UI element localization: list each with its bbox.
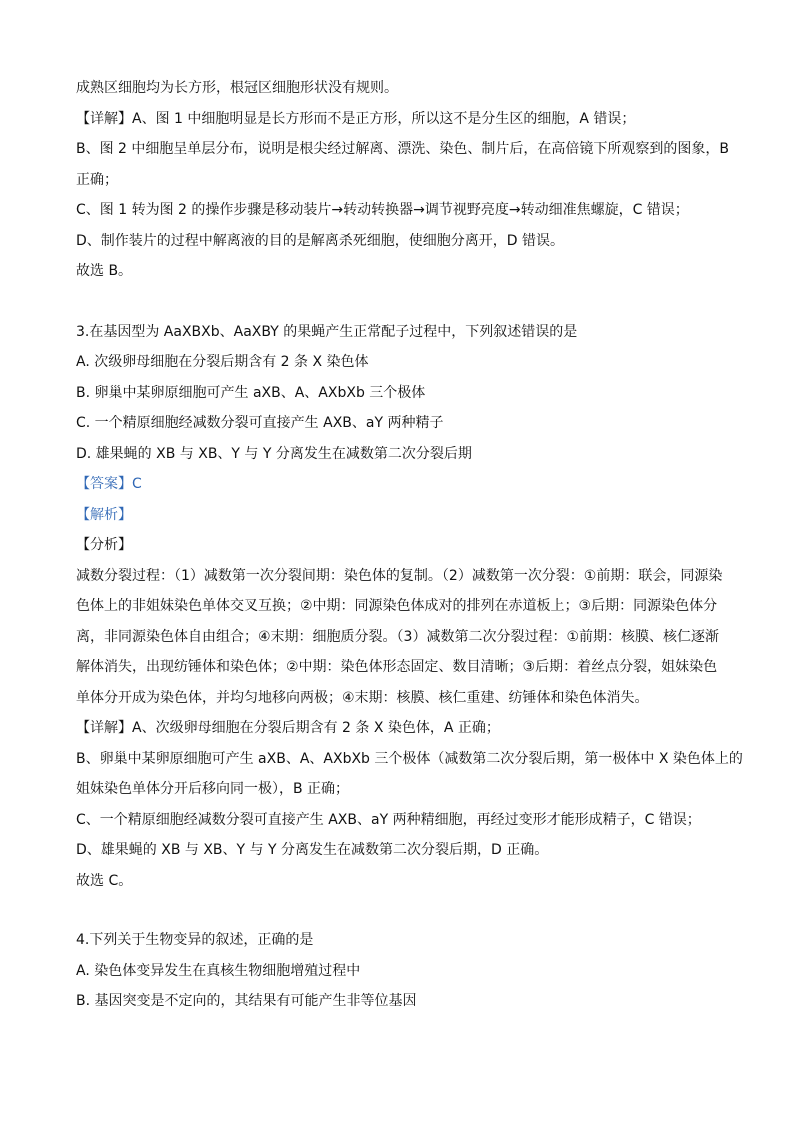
option-a: A. 次级卵母细胞在分裂后期含有 2 条 X 染色体	[76, 354, 369, 370]
analysis-heading: 【解析】	[76, 506, 132, 523]
previous-question-explanation	[76, 78, 736, 281]
option-d: D. 雄果蝇的 XB 与 XB、Y 与 Y 分离发生在减数第二次分裂后期	[76, 445, 472, 462]
text-line: D、制作装片的过程中解离液的目的是解离杀死细胞，使细胞分离开，D 错误。	[76, 232, 565, 249]
conclusion-line: 故选 C。	[76, 872, 133, 889]
analysis-line: 减数分裂过程：（1）减数第一次分裂间期：染色体的复制。（2）减数第一次分裂：①前期：联会，同源染	[76, 567, 723, 584]
section-gap	[76, 901, 736, 930]
text-line: B、图 2 中细胞呈单层分布，说明是根尖经过解离、漂洗、染色、制片后，在高倍镜下所观察到的图象，B	[76, 141, 730, 157]
detail-line: 姐妹染色单体分开后移向同一极），B 正确；	[76, 781, 350, 797]
question-4	[76, 930, 736, 1011]
detail-line: 【详解】A、次级卵母细胞在分裂后期含有 2 条 X 染色体，A 正确；	[76, 720, 500, 736]
question-3	[76, 322, 743, 891]
document-page	[76, 78, 743, 1022]
option-a: A. 染色体变异发生在真核生物细胞增殖过程中	[76, 962, 361, 979]
analysis-line: 解体消失，出现纺锤体和染色体；②中期：染色体形态固定、数目清晰；③后期：着丝点分裂，姐妹染色	[76, 659, 718, 675]
text-line: 成熟区细胞均为长方形，根冠区细胞形状没有规则。	[76, 80, 398, 96]
detail-line: C、一个精原细胞经减数分裂可直接产生 AXB、aY 两种精细胞，再经过变形才能形成精子，C 错误；	[76, 811, 701, 828]
question-stem: 4.下列关于生物变异的叙述，正确的是	[76, 932, 314, 948]
text-line: C、图 1 转为图 2 的操作步骤是移动装片→转动转换器→调节视野亮度→转动细准焦螺旋，C 错误；	[76, 202, 689, 218]
conclusion-line: 故选 B。	[76, 263, 133, 279]
option-b: B. 基因突变是不定向的，其结果有可能产生非等位基因	[76, 993, 417, 1009]
section-gap	[76, 292, 736, 322]
analysis-line: 单体分开成为染色体，并均匀地移向两极；④末期：核膜、核仁重建、纺锤体和染色体消失。	[76, 689, 649, 706]
question-stem: 3.在基因型为 AaXBXb、AaXBY 的果蝇产生正常配子过程中，下列叙述错误的是	[76, 323, 578, 340]
detail-line: B、卵巢中某卵原细胞可产生 aXB、A、AXbXb 三个极体（减数第二次分裂后期，第一极体中 X 染色体上的	[76, 750, 743, 767]
text-line: 正确；	[76, 171, 118, 188]
analysis-line: 色体上的非姐妹染色单体交叉互换；②中期：同源染色体成对的排列在赤道板上；③后期：同源染色体分	[76, 598, 718, 614]
fenxi-heading: 【分析】	[76, 537, 132, 553]
analysis-line: 离，非同源染色体自由组合；④末期：细胞质分裂。（3）减数第二次分裂过程：①前期：核膜、核仁逐渐	[76, 628, 720, 645]
option-c: C. 一个精原细胞经减数分裂可直接产生 AXB、aY 两种精子	[76, 415, 444, 431]
detail-line: D、雄果蝇的 XB 与 XB、Y 与 Y 分离发生在减数第二次分裂后期，D 正确。	[76, 842, 549, 858]
option-b: B. 卵巢中某卵原细胞可产生 aXB、A、AXbXb 三个极体	[76, 384, 426, 401]
text-line: 【详解】A、图 1 中细胞明显是长方形而不是正方形，所以这不是分生区的细胞，A 错误；	[76, 110, 636, 127]
answer-heading: 【答案】C	[76, 476, 142, 492]
